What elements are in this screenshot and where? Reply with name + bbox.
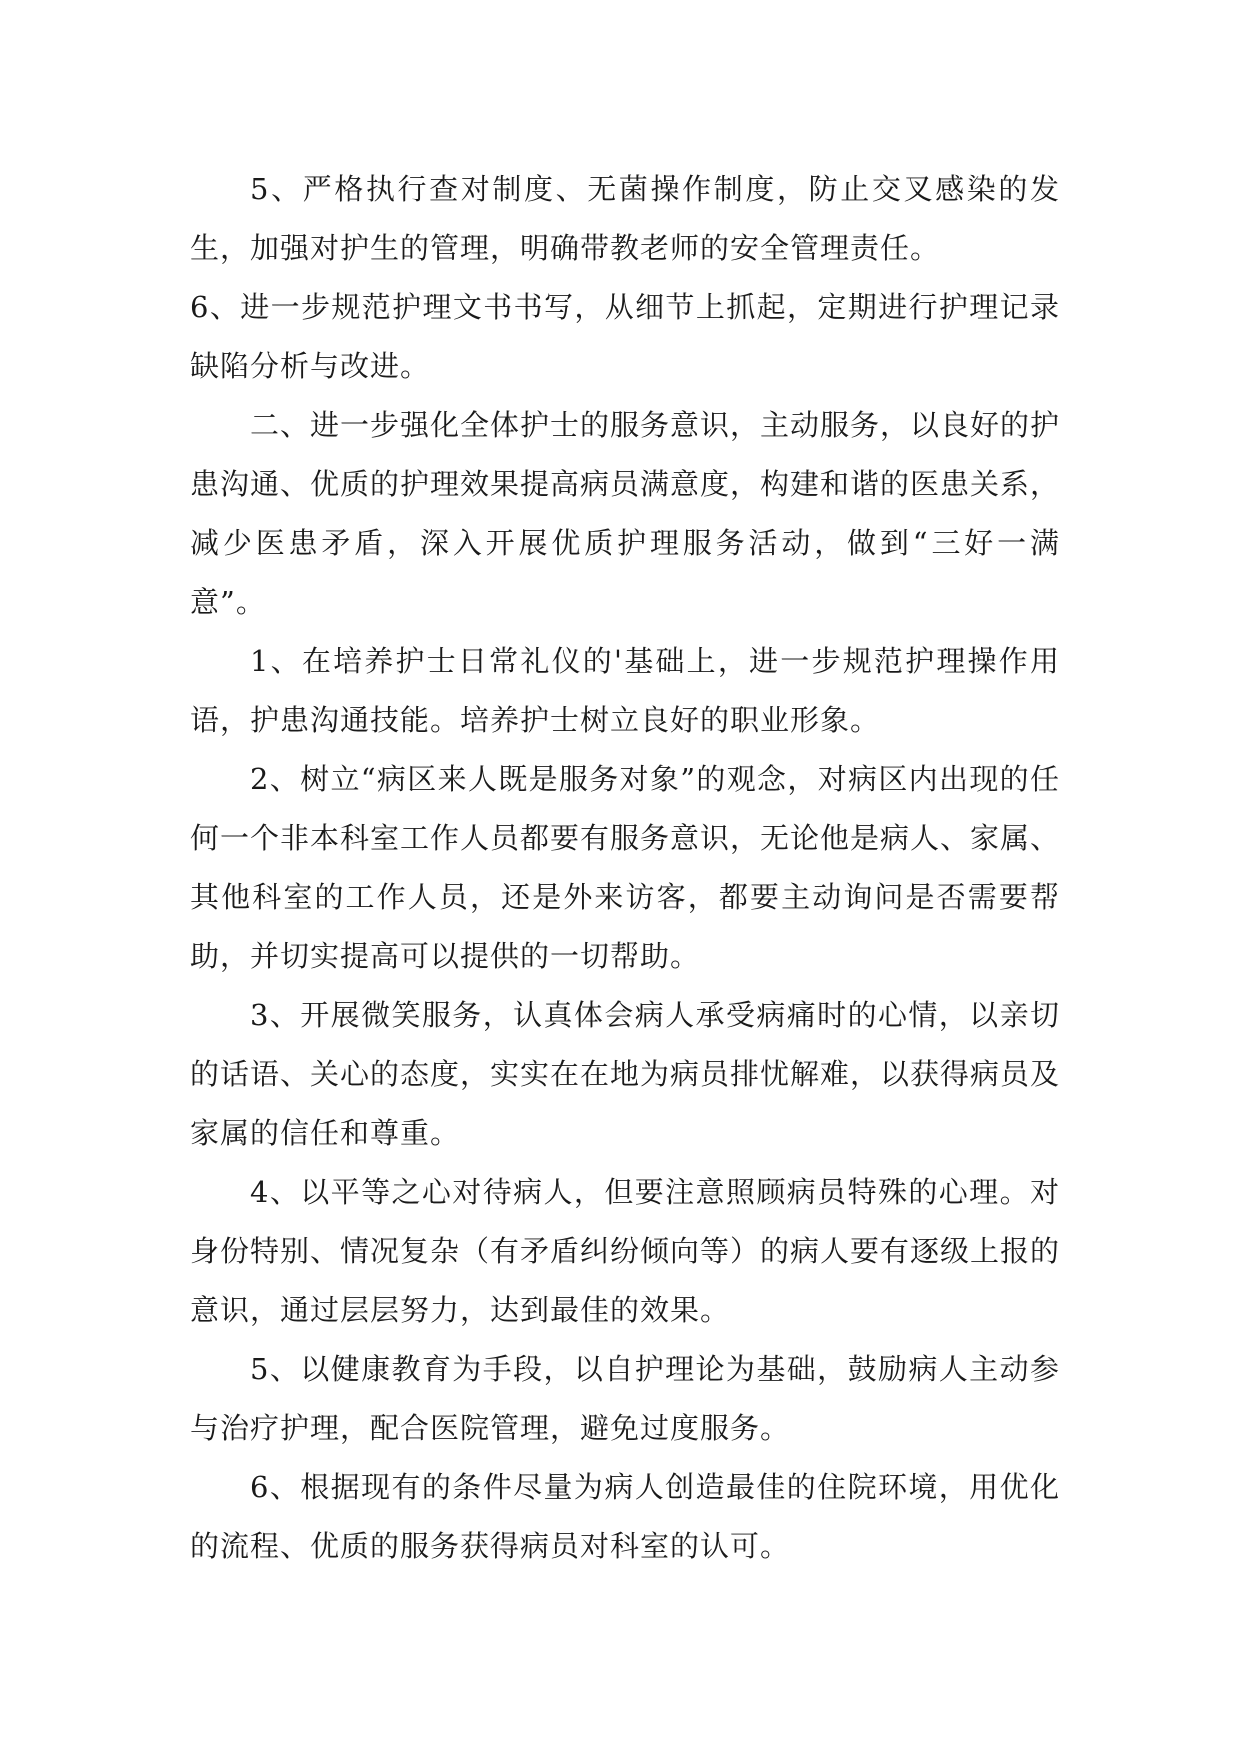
paragraph-6: 3、开展微笑服务，认真体会病人承受病痛时的心情，以亲切的话语、关心的态度，实实在在地为病员排忧解难，以获得病员及家属的信任和尊重。 xyxy=(190,998,1061,1150)
paragraph-5: 2、树立“病区来人既是服务对象”的观念，对病区内出现的任何一个非本科室工作人员都要有服务意识，无论他是病人、家属、其他科室的工作人员，还是外来访客，都要主动询问是否需要帮助，并切实提高可以提供的一切帮助。 xyxy=(190,762,1061,973)
paragraph-1: 5、严格执行查对制度、无菌操作制度，防止交叉感染的发生，加强对护生的管理，明确带教老师的安全管理责任。 xyxy=(190,172,1060,265)
paragraph-9: 6、根据现有的条件尽量为病人创造最佳的住院环境，用优化的流程、优质的服务获得病员对科室的认可。 xyxy=(190,1470,1060,1563)
paragraph-7: 4、以平等之心对待病人，但要注意照顾病员特殊的心理。对身份特别、情况复杂（有矛盾纠纷倾向等）的病人要有逐级上报的意识，通过层层努力，达到最佳的效果。 xyxy=(190,1175,1061,1327)
paragraph-3: 二、进一步强化全体护士的服务意识，主动服务，以良好的护患沟通、优质的护理效果提高病员满意度，构建和谐的医患关系，减少医患矛盾，深入开展优质护理服务活动，做到“三好一满意”。 xyxy=(190,408,1061,619)
document-body xyxy=(190,160,1060,1576)
paragraph-2: 6、进一步规范护理文书书写，从细节上抓起，定期进行护理记录缺陷分析与改进。 xyxy=(190,290,1060,383)
paragraph-4: 1、在培养护士日常礼仪的'基础上，进一步规范护理操作用语，护患沟通技能。培养护士树立良好的职业形象。 xyxy=(190,644,1060,737)
paragraph-8: 5、以健康教育为手段，以自护理论为基础，鼓励病人主动参与治疗护理，配合医院管理，避免过度服务。 xyxy=(190,1352,1060,1445)
